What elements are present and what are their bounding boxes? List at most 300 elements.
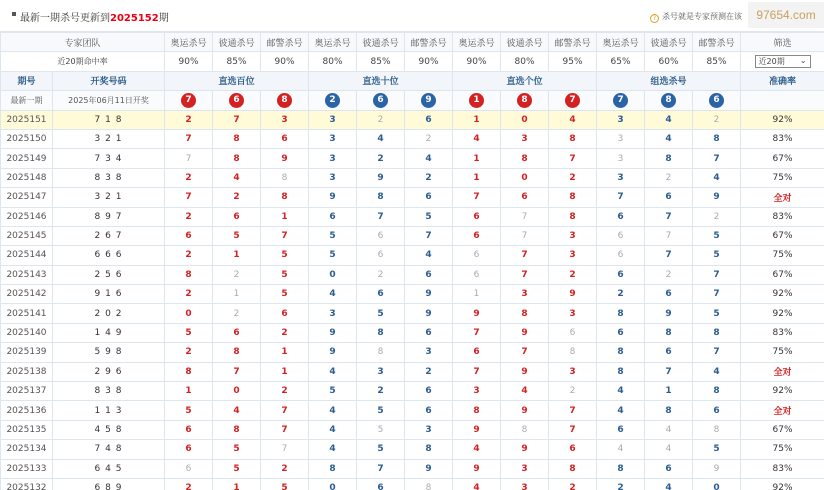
kill-number: 7 — [693, 149, 741, 168]
period-select[interactable] — [755, 55, 811, 68]
kill-number: 7 — [357, 459, 405, 478]
kill-number: 7 — [165, 129, 213, 148]
kill-number: 0 — [501, 168, 549, 187]
kill-number: 4 — [357, 129, 405, 148]
group-section-header: 组选杀号 — [597, 71, 741, 90]
kill-number: 5 — [213, 459, 261, 478]
kill-number: 8 — [357, 323, 405, 342]
kill-number: 5 — [405, 207, 453, 226]
expert-name: 彼通杀号 — [501, 33, 549, 52]
kill-number: 7 — [549, 149, 597, 168]
expert-name: 邮警杀号 — [693, 33, 741, 52]
accuracy-value: 92% — [741, 110, 824, 129]
kill-number: 9 — [693, 459, 741, 478]
kill-number: 0 — [309, 265, 357, 284]
kill-number: 5 — [357, 304, 405, 323]
kill-number: 7 — [165, 149, 213, 168]
kill-number: 5 — [357, 401, 405, 420]
kill-number: 8 — [213, 343, 261, 362]
kill-number: 6 — [597, 265, 645, 284]
kill-number: 9 — [693, 188, 741, 207]
kill-number: 7 — [597, 188, 645, 207]
expert-name: 奥运杀号 — [165, 33, 213, 52]
kill-number: 8 — [501, 149, 549, 168]
kill-number: 5 — [693, 226, 741, 245]
expert-name: 彼通杀号 — [213, 33, 261, 52]
hit-rate-value: 80% — [501, 52, 549, 71]
issue-number: 2025149 — [1, 149, 53, 168]
latest-ball-cell — [501, 91, 549, 110]
kill-number: 3 — [549, 226, 597, 245]
accuracy-value: 83% — [741, 129, 824, 148]
table-row — [1, 207, 824, 226]
draw-numbers: 8 3 8 — [53, 382, 165, 401]
kill-number: 3 — [357, 362, 405, 381]
kill-number: 3 — [309, 304, 357, 323]
number-ball: 9 — [421, 93, 436, 108]
kill-number: 8 — [357, 343, 405, 362]
latest-ball-cell — [213, 91, 261, 110]
kill-number: 2 — [357, 265, 405, 284]
kill-number: 4 — [309, 420, 357, 439]
kill-number: 4 — [645, 110, 693, 129]
accuracy-value: 67% — [741, 149, 824, 168]
number-ball: 2 — [325, 93, 340, 108]
kill-number: 7 — [261, 440, 309, 459]
draw-numbers: 3 2 1 — [53, 188, 165, 207]
accuracy-value: 75% — [741, 168, 824, 187]
kill-number-table — [0, 32, 824, 490]
kill-number: 4 — [309, 362, 357, 381]
kill-number: 6 — [357, 285, 405, 304]
kill-number: 7 — [645, 246, 693, 265]
kill-number: 7 — [357, 207, 405, 226]
kill-number: 2 — [645, 265, 693, 284]
kill-number: 4 — [645, 129, 693, 148]
kill-number: 6 — [309, 207, 357, 226]
kill-number: 6 — [261, 129, 309, 148]
accuracy-value: 83% — [741, 323, 824, 342]
accuracy-value: 67% — [741, 420, 824, 439]
kill-number: 2 — [597, 285, 645, 304]
latest-ball-cell — [405, 91, 453, 110]
draw-numbers: 2 5 6 — [53, 265, 165, 284]
kill-number: 4 — [405, 149, 453, 168]
number-ball: 8 — [277, 93, 292, 108]
kill-number: 1 — [213, 246, 261, 265]
kill-number: 9 — [357, 168, 405, 187]
kill-number: 8 — [213, 129, 261, 148]
kill-number: 9 — [549, 285, 597, 304]
bullet-icon — [12, 12, 16, 16]
latest-issue: 2025152 — [110, 13, 159, 24]
kill-number: 8 — [645, 149, 693, 168]
kill-number: 3 — [405, 343, 453, 362]
kill-number: 2 — [213, 265, 261, 284]
kill-number: 2 — [165, 285, 213, 304]
kill-number: 8 — [261, 188, 309, 207]
kill-number: 6 — [501, 188, 549, 207]
kill-number: 7 — [645, 226, 693, 245]
issue-number: 2025150 — [1, 129, 53, 148]
hit-rate-value: 90% — [453, 52, 501, 71]
kill-number: 2 — [357, 149, 405, 168]
kill-number: 6 — [597, 207, 645, 226]
filter-label: 筛选 — [741, 33, 824, 52]
table-row — [1, 149, 824, 168]
hit-rate-value: 60% — [645, 52, 693, 71]
kill-number: 7 — [501, 207, 549, 226]
accuracy-value: 75% — [741, 343, 824, 362]
kill-number: 1 — [453, 110, 501, 129]
kill-number: 3 — [309, 110, 357, 129]
latest-date: 2025年06月11日开奖 — [53, 91, 165, 110]
issue-number: 2025134 — [1, 440, 53, 459]
kill-number: 8 — [357, 188, 405, 207]
kill-number: 6 — [405, 382, 453, 401]
kill-number: 2 — [693, 207, 741, 226]
draw-numbers: 2 9 6 — [53, 362, 165, 381]
kill-number: 7 — [501, 246, 549, 265]
kill-number: 7 — [645, 207, 693, 226]
kill-number: 5 — [357, 420, 405, 439]
kill-number: 4 — [453, 478, 501, 490]
kill-number: 4 — [405, 246, 453, 265]
table-row — [1, 323, 824, 342]
kill-number: 7 — [693, 285, 741, 304]
kill-number: 3 — [309, 149, 357, 168]
table-row — [1, 110, 824, 129]
kill-number: 6 — [405, 401, 453, 420]
table-row — [1, 459, 824, 478]
kill-number: 5 — [261, 246, 309, 265]
hit-rate-value: 65% — [597, 52, 645, 71]
kill-number: 8 — [549, 343, 597, 362]
hit-rate-value: 90% — [405, 52, 453, 71]
number-ball: 7 — [181, 93, 196, 108]
kill-number: 5 — [693, 304, 741, 323]
expert-name: 邮警杀号 — [549, 33, 597, 52]
kill-number: 6 — [405, 110, 453, 129]
kill-number: 2 — [261, 323, 309, 342]
period-select-value: 近20期 — [758, 57, 785, 67]
hit-rate-value: 90% — [165, 52, 213, 71]
issue-number: 2025133 — [1, 459, 53, 478]
kill-number: 5 — [165, 323, 213, 342]
kill-number: 7 — [213, 110, 261, 129]
number-ball: 7 — [565, 93, 580, 108]
table-row — [1, 478, 824, 490]
kill-number: 1 — [165, 382, 213, 401]
kill-number: 6 — [453, 207, 501, 226]
kill-number: 9 — [309, 323, 357, 342]
kill-number: 6 — [405, 188, 453, 207]
kill-number: 7 — [645, 362, 693, 381]
kill-number: 8 — [693, 420, 741, 439]
kill-number: 2 — [213, 304, 261, 323]
expert-name: 彼通杀号 — [645, 33, 693, 52]
kill-number: 3 — [261, 110, 309, 129]
number-ball: 7 — [613, 93, 628, 108]
kill-number: 8 — [405, 478, 453, 490]
kill-number: 9 — [453, 459, 501, 478]
hit-rate-label: 近20期命中率 — [1, 52, 165, 71]
kill-number: 4 — [645, 478, 693, 490]
kill-number: 3 — [309, 168, 357, 187]
number-ball: 8 — [517, 93, 532, 108]
kill-number: 4 — [597, 382, 645, 401]
kill-number: 4 — [597, 401, 645, 420]
latest-draw-row — [1, 91, 824, 110]
kill-number: 6 — [645, 343, 693, 362]
kill-number: 6 — [213, 207, 261, 226]
issue-number: 2025146 — [1, 207, 53, 226]
latest-ball-cell — [357, 91, 405, 110]
site-watermark: 97654.com — [748, 2, 824, 28]
kill-number: 8 — [693, 382, 741, 401]
kill-number: 6 — [645, 285, 693, 304]
accuracy-value: 83% — [741, 207, 824, 226]
kill-number: 5 — [165, 401, 213, 420]
accuracy-column-header: 准确率 — [741, 71, 824, 90]
issue-number: 2025141 — [1, 304, 53, 323]
kill-number: 2 — [693, 110, 741, 129]
latest-label: 最新一期 — [1, 91, 53, 110]
draw-numbers: 2 0 2 — [53, 304, 165, 323]
kill-number: 6 — [597, 226, 645, 245]
kill-number: 8 — [597, 362, 645, 381]
kill-number: 8 — [693, 129, 741, 148]
kill-number: 2 — [261, 382, 309, 401]
latest-accuracy-cell — [741, 91, 824, 110]
kill-number: 4 — [213, 401, 261, 420]
kill-number: 3 — [501, 129, 549, 148]
table-row — [1, 129, 824, 148]
kill-number: 4 — [213, 168, 261, 187]
kill-number: 7 — [453, 323, 501, 342]
table-row — [1, 382, 824, 401]
kill-number: 2 — [165, 343, 213, 362]
latest-ball-cell — [165, 91, 213, 110]
hit-rate-value: 95% — [549, 52, 597, 71]
kill-number: 4 — [597, 440, 645, 459]
kill-number: 6 — [165, 226, 213, 245]
issue-number: 2025140 — [1, 323, 53, 342]
kill-number: 4 — [693, 362, 741, 381]
accuracy-value: 83% — [741, 459, 824, 478]
hit-rate-value: 85% — [693, 52, 741, 71]
expert-name: 彼通杀号 — [357, 33, 405, 52]
kill-number: 3 — [501, 478, 549, 490]
kill-number: 8 — [645, 401, 693, 420]
kill-number: 8 — [501, 304, 549, 323]
issue-number: 2025137 — [1, 382, 53, 401]
kill-number: 9 — [405, 304, 453, 323]
draw-numbers: 7 4 8 — [53, 440, 165, 459]
kill-number: 0 — [501, 110, 549, 129]
kill-number: 7 — [453, 362, 501, 381]
draw-numbers: 9 1 6 — [53, 285, 165, 304]
expert-name: 奥运杀号 — [597, 33, 645, 52]
issue-number: 2025142 — [1, 285, 53, 304]
latest-ball-cell — [453, 91, 501, 110]
kill-number: 6 — [645, 459, 693, 478]
kill-number: 8 — [549, 459, 597, 478]
page-title: 最新一期杀号更新到2025152期 — [20, 13, 169, 24]
kill-number: 4 — [453, 440, 501, 459]
kill-number: 0 — [693, 478, 741, 490]
kill-number: 1 — [453, 285, 501, 304]
kill-number: 1 — [213, 478, 261, 490]
draw-numbers: 8 3 8 — [53, 168, 165, 187]
issue-number: 2025148 — [1, 168, 53, 187]
issue-number: 2025145 — [1, 226, 53, 245]
draw-numbers: 1 4 9 — [53, 323, 165, 342]
hit-rate-value: 80% — [309, 52, 357, 71]
accuracy-value: 67% — [741, 226, 824, 245]
kill-number: 0 — [213, 382, 261, 401]
kill-number: 7 — [501, 265, 549, 284]
table-row — [1, 188, 824, 207]
draw-numbers: 2 6 7 — [53, 226, 165, 245]
kill-number: 3 — [597, 129, 645, 148]
kill-number: 3 — [453, 382, 501, 401]
kill-number: 2 — [165, 168, 213, 187]
kill-number: 2 — [549, 478, 597, 490]
kill-number: 2 — [213, 188, 261, 207]
top-bar — [0, 0, 824, 32]
kill-number: 7 — [501, 226, 549, 245]
chevron-down-icon: ⌄ — [799, 56, 807, 66]
kill-number: 1 — [645, 382, 693, 401]
issue-number: 2025147 — [1, 188, 53, 207]
kill-number: 7 — [213, 362, 261, 381]
draw-numbers: 8 9 7 — [53, 207, 165, 226]
kill-number: 6 — [165, 459, 213, 478]
kill-number: 8 — [165, 265, 213, 284]
issue-number: 2025151 — [1, 110, 53, 129]
kill-number: 7 — [165, 188, 213, 207]
kill-number: 9 — [501, 323, 549, 342]
kill-number: 2 — [165, 478, 213, 490]
kill-number: 7 — [453, 188, 501, 207]
kill-number: 6 — [645, 188, 693, 207]
kill-number: 2 — [357, 110, 405, 129]
kill-number: 6 — [453, 343, 501, 362]
kill-number: 5 — [213, 226, 261, 245]
latest-ball-cell — [261, 91, 309, 110]
draw-numbers: 5 9 8 — [53, 343, 165, 362]
kill-number: 4 — [309, 285, 357, 304]
kill-number: 9 — [309, 343, 357, 362]
kill-number: 1 — [261, 207, 309, 226]
kill-number: 5 — [309, 246, 357, 265]
table-row — [1, 226, 824, 245]
kill-number: 6 — [261, 304, 309, 323]
kill-number: 9 — [501, 401, 549, 420]
kill-number: 6 — [549, 440, 597, 459]
kill-number: 7 — [261, 401, 309, 420]
kill-number: 6 — [405, 265, 453, 284]
kill-number: 6 — [549, 323, 597, 342]
accuracy-value: 92% — [741, 478, 824, 490]
kill-number: 3 — [549, 246, 597, 265]
issue-number: 2025132 — [1, 478, 53, 490]
kill-number: 8 — [549, 207, 597, 226]
accuracy-value: 67% — [741, 265, 824, 284]
kill-number: 5 — [693, 246, 741, 265]
kill-number: 6 — [693, 401, 741, 420]
kill-number: 8 — [165, 362, 213, 381]
kill-number: 3 — [597, 168, 645, 187]
accuracy-value: 75% — [741, 246, 824, 265]
kill-number: 8 — [501, 420, 549, 439]
kill-number: 8 — [453, 401, 501, 420]
draw-numbers: 7 3 4 — [53, 149, 165, 168]
kill-number: 4 — [501, 382, 549, 401]
kill-number: 1 — [453, 168, 501, 187]
kill-number: 8 — [261, 168, 309, 187]
kill-number: 8 — [693, 323, 741, 342]
kill-number: 2 — [549, 265, 597, 284]
expert-name: 奥运杀号 — [309, 33, 357, 52]
kill-number: 4 — [693, 168, 741, 187]
table-row — [1, 401, 824, 420]
table-row — [1, 362, 824, 381]
kill-number: 4 — [309, 401, 357, 420]
kill-number: 7 — [261, 226, 309, 245]
kill-number: 4 — [549, 110, 597, 129]
kill-number: 9 — [501, 362, 549, 381]
kill-number: 5 — [357, 440, 405, 459]
expert-header-row — [1, 33, 824, 52]
kill-number: 9 — [453, 420, 501, 439]
kill-number: 2 — [405, 362, 453, 381]
kill-number: 1 — [261, 343, 309, 362]
kill-number: 4 — [453, 129, 501, 148]
kill-number: 9 — [405, 459, 453, 478]
kill-number: 9 — [309, 188, 357, 207]
number-ball: 6 — [229, 93, 244, 108]
kill-number: 3 — [405, 420, 453, 439]
issue-column-header: 期号 — [1, 71, 53, 90]
units-section-header: 直选个位 — [453, 71, 597, 90]
hit-rate-value: 85% — [213, 52, 261, 71]
kill-number: 4 — [309, 440, 357, 459]
kill-number: 7 — [693, 343, 741, 362]
kill-number: 2 — [597, 478, 645, 490]
kill-number: 6 — [597, 246, 645, 265]
kill-number: 8 — [549, 188, 597, 207]
issue-number: 2025143 — [1, 265, 53, 284]
table-row — [1, 168, 824, 187]
accuracy-value: 92% — [741, 304, 824, 323]
kill-number: 6 — [165, 440, 213, 459]
kill-number: 3 — [597, 110, 645, 129]
kill-number: 7 — [405, 226, 453, 245]
issue-number: 2025139 — [1, 343, 53, 362]
hit-rate-row — [1, 52, 824, 71]
kill-number: 2 — [405, 168, 453, 187]
draw-numbers: 1 1 3 — [53, 401, 165, 420]
hit-rate-value: 85% — [357, 52, 405, 71]
kill-number: 8 — [597, 459, 645, 478]
kill-number: 8 — [309, 459, 357, 478]
kill-number: 8 — [213, 149, 261, 168]
kill-number: 2 — [165, 207, 213, 226]
expert-name: 奥运杀号 — [453, 33, 501, 52]
kill-number: 6 — [213, 323, 261, 342]
